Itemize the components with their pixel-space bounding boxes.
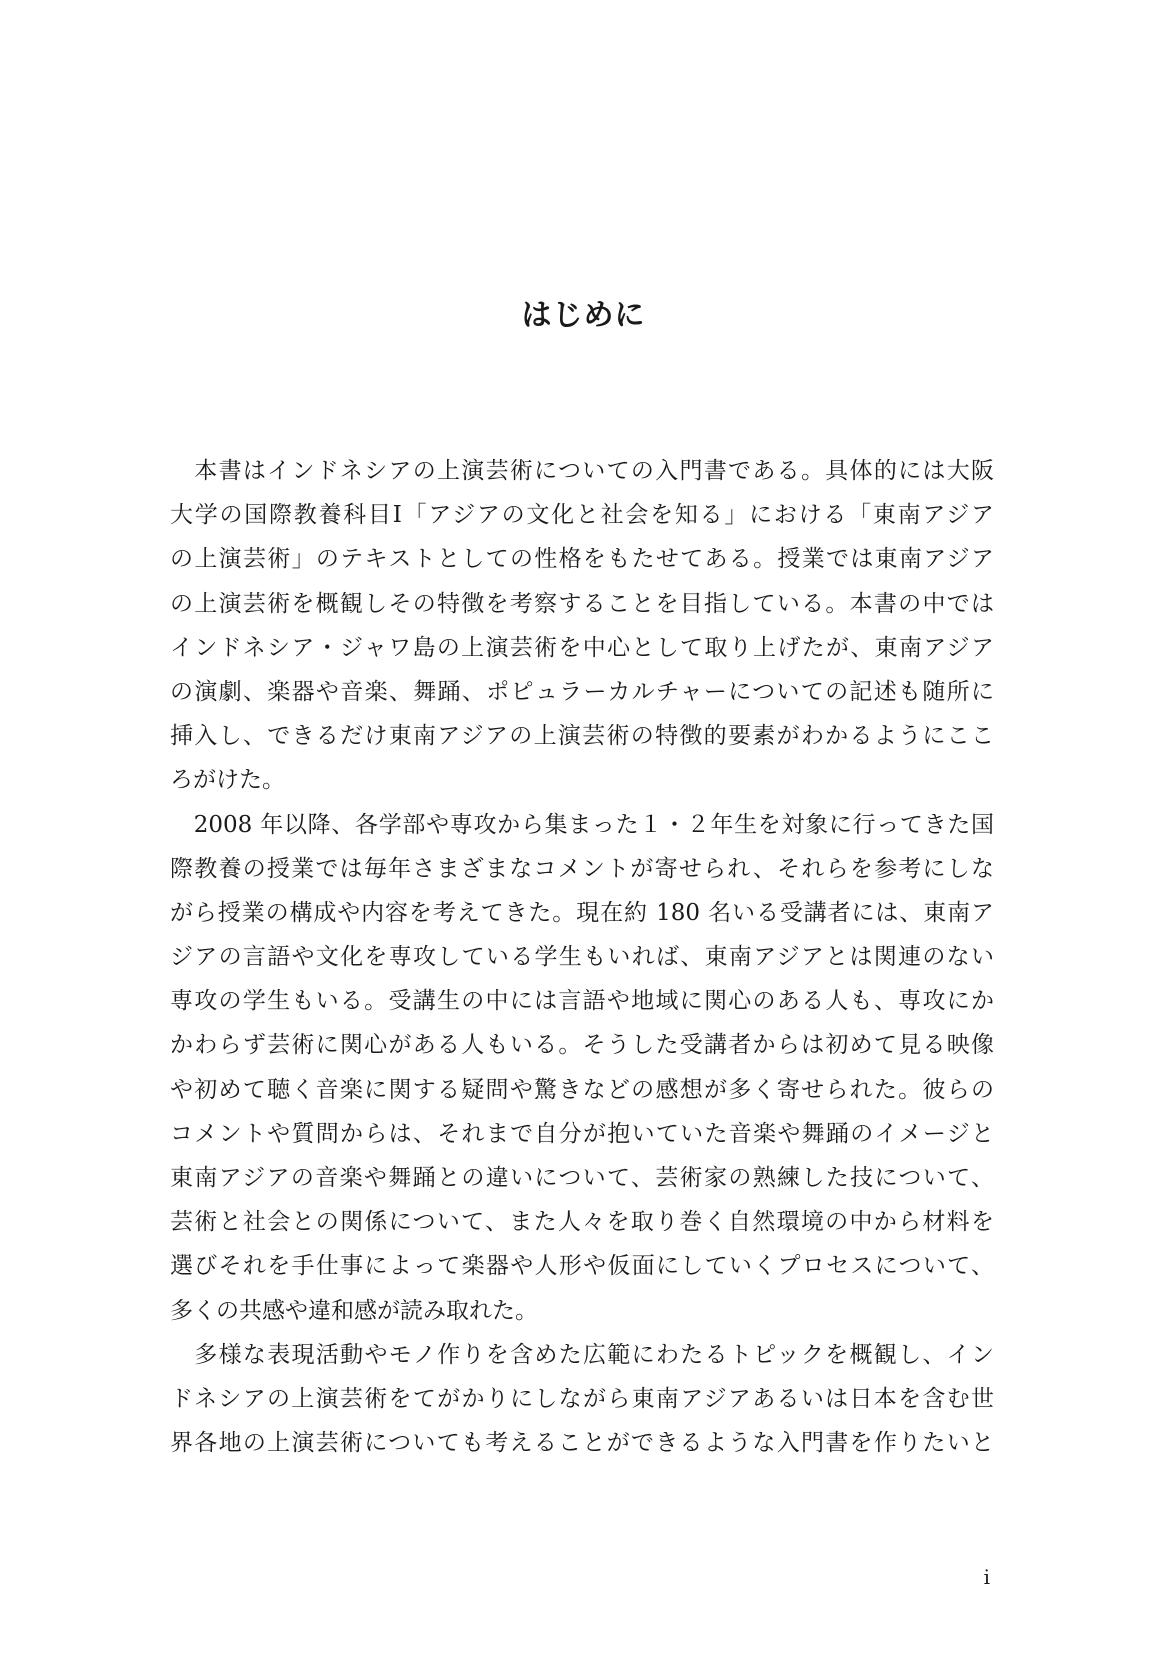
page-number: i <box>983 1565 990 1589</box>
text-line: 芸術と社会との関係について、また人々を取り巻く自然環境の中から材料を <box>170 1209 994 1236</box>
text-line: ろがけた。 <box>170 767 285 794</box>
text-line: 2008 年以降、各学部や専攻から集まった１・２年生を対象に行ってきた国 <box>170 811 994 838</box>
text-line: 多くの共感や違和感が読み取れた。 <box>170 1297 538 1324</box>
text-line: 選びそれを手仕事によって楽器や人形や仮面にしていくプロセスについて、 <box>170 1253 994 1280</box>
text-line: の上演芸術」のテキストとしての性格をもたせてある。授業では東南アジア <box>170 546 994 573</box>
body-text <box>170 449 994 1465</box>
text-line: 際教養の授業では毎年さまざまなコメントが寄せられ、それらを参考にしな <box>170 855 994 882</box>
page-title: はじめに <box>521 298 646 333</box>
text-line: インドネシア・ジャワ島の上演芸術を中心として取り上げたが、東南アジア <box>170 634 994 661</box>
text-line: がら授業の構成や内容を考えてきた。現在約 180 名いる受講者には、東南ア <box>170 899 994 926</box>
text-line: コメントや質問からは、それまで自分が抱いていた音楽や舞踊のイメージと <box>170 1120 994 1147</box>
text-line: 多様な表現活動やモノ作りを含めた広範にわたるトピックを概観し、イン <box>170 1341 994 1368</box>
text-line: の演劇、楽器や音楽、舞踊、ポピュラーカルチャーについての記述も随所に <box>170 678 994 705</box>
text-line: や初めて聴く音楽に関する疑問や驚きなどの感想が多く寄せられた。彼らの <box>170 1076 994 1103</box>
text-line: 本書はインドネシアの上演芸術についての入門書である。具体的には大阪 <box>170 458 994 484</box>
text-line: かわらず芸術に関心がある人もいる。そうした受講者からは初めて見る映像 <box>170 1032 994 1059</box>
text-line: 大学の国際教養科目Ⅰ「アジアの文化と社会を知る」における「東南アジア <box>170 502 994 529</box>
text-line: ジアの言語や文化を専攻している学生もいれば、東南アジアとは関連のない <box>170 944 994 971</box>
text-line: 界各地の上演芸術についても考えることができるような入門書を作りたいと <box>170 1430 994 1457</box>
text-line: 東南アジアの音楽や舞踊との違いについて、芸術家の熟練した技について、 <box>170 1165 994 1191</box>
text-line: ドネシアの上演芸術をてがかりにしながら東南アジアあるいは日本を含む世 <box>170 1385 994 1412</box>
text-line: 専攻の学生もいる。受講生の中には言語や地域に関心のある人も、専攻にか <box>170 988 994 1015</box>
text-line: 挿入し、できるだけ東南アジアの上演芸術の特徴的要素がわかるようにここ <box>170 723 994 750</box>
text-line: の上演芸術を概観しその特徴を考察することを目指している。本書の中では <box>170 590 994 617</box>
